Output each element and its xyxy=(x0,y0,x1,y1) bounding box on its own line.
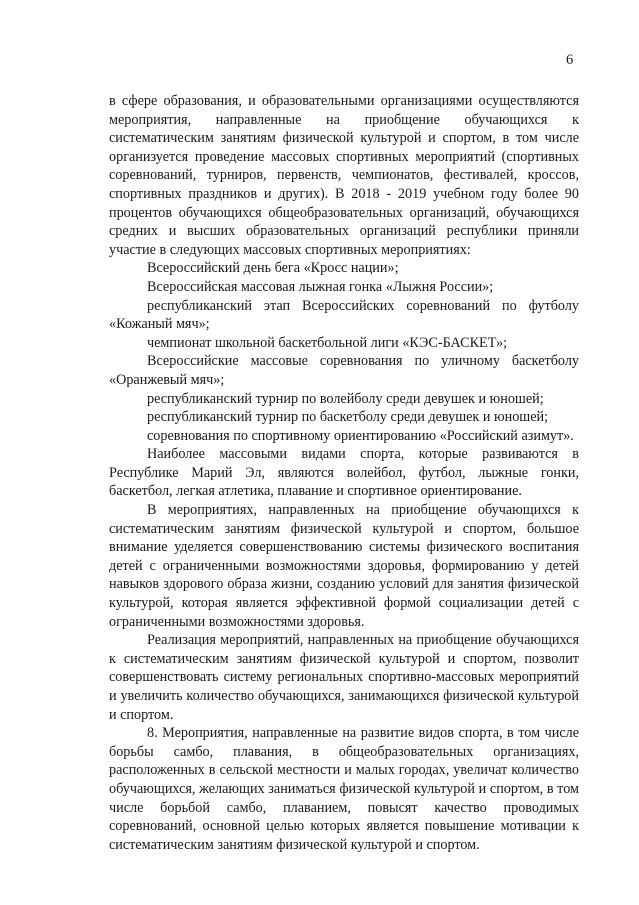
paragraph-popular-sports: Наиболее массовыми видами спорта, которые развиваются в Республике Марий Эл, являются волейбол, футбол, лыжные гонки, баскетбол, легкая атлетика, плавание и спортивное ориентирование. xyxy=(109,446,579,500)
list-item-8: соревнования по спортивному ориентированию «Российский азимут». xyxy=(147,427,574,444)
page-number: 6 xyxy=(566,52,574,68)
list-item-1: Всероссийский день бега «Кросс нации»; xyxy=(147,260,399,277)
paragraph-intro: в сфере образования, и образовательными организациями осуществляются мероприятия, направленные на приобщение обучающихся к систематическим занятиям физической культурой и спортом, в том числе организуется проведение массовых спортивных мероприятий (спортивных соревнований, турниров, первенств, чемпионатов, фестивалей, кроссов, спортивных праздников и других). В 2018 - 2019 учебном году более 90 процентов обучающихся общеобразовательных организаций, обучающихся средних и высших образовательных организаций республики приняли участие в следующих массовых спортивных мероприятиях: xyxy=(109,93,579,258)
document-body xyxy=(109,92,579,854)
list-item-2: Всероссийская массовая лыжная гонка «Лыжня России»; xyxy=(147,278,494,295)
list-item-3: республиканский этап Всероссийских соревнований по футболу «Кожаный мяч»; xyxy=(109,297,579,333)
paragraph-implementation: Реализация мероприятий, направленных на приобщение обучающихся к систематическим занятиям физической культурой и спортом, позволит совершенствовать систему региональных спортивно-массовых мероприятий и увеличить количество обучающихся, занимающихся физической культурой и спортом. xyxy=(109,632,579,723)
list-item-5: Всероссийские массовые соревнования по уличному баскетболу «Оранжевый мяч»; xyxy=(109,353,579,388)
paragraph-item-8: 8. Мероприятия, направленные на развитие видов спорта, в том числе борьбы самбо, плавания, в общеобразовательных организациях, расположенных в сельской местности и малых городах, увеличат количество обучающихся, желающих заниматься физической культурой и спортом, в том числе борьбой самбо, плаванием, повысят качество проводимых соревнований, основной целью которых является повышение мотивации к систематическим занятиям физической культурой и спортом. xyxy=(109,725,579,853)
list-item-7: республиканский турнир по баскетболу среди девушек и юношей; xyxy=(147,409,549,426)
paragraph-disabilities: В мероприятиях, направленных на приобщение обучающихся к систематическим занятиям физической культурой и спортом, большое внимание уделяется совершенствованию системы физического воспитания детей с ограниченными возможностями здоровья, формированию у детей навыков здорового образа жизни, созданию условий для занятия физической культурой, которая является эффективной формой социализации детей с ограниченными возможностями здоровья. xyxy=(109,502,579,630)
list-item-6: республиканский турнир по волейболу среди девушек и юношей; xyxy=(147,390,544,407)
list-item-4: чемпионат школьной баскетбольной лиги «КЭС-БАСКЕТ»; xyxy=(147,334,508,351)
